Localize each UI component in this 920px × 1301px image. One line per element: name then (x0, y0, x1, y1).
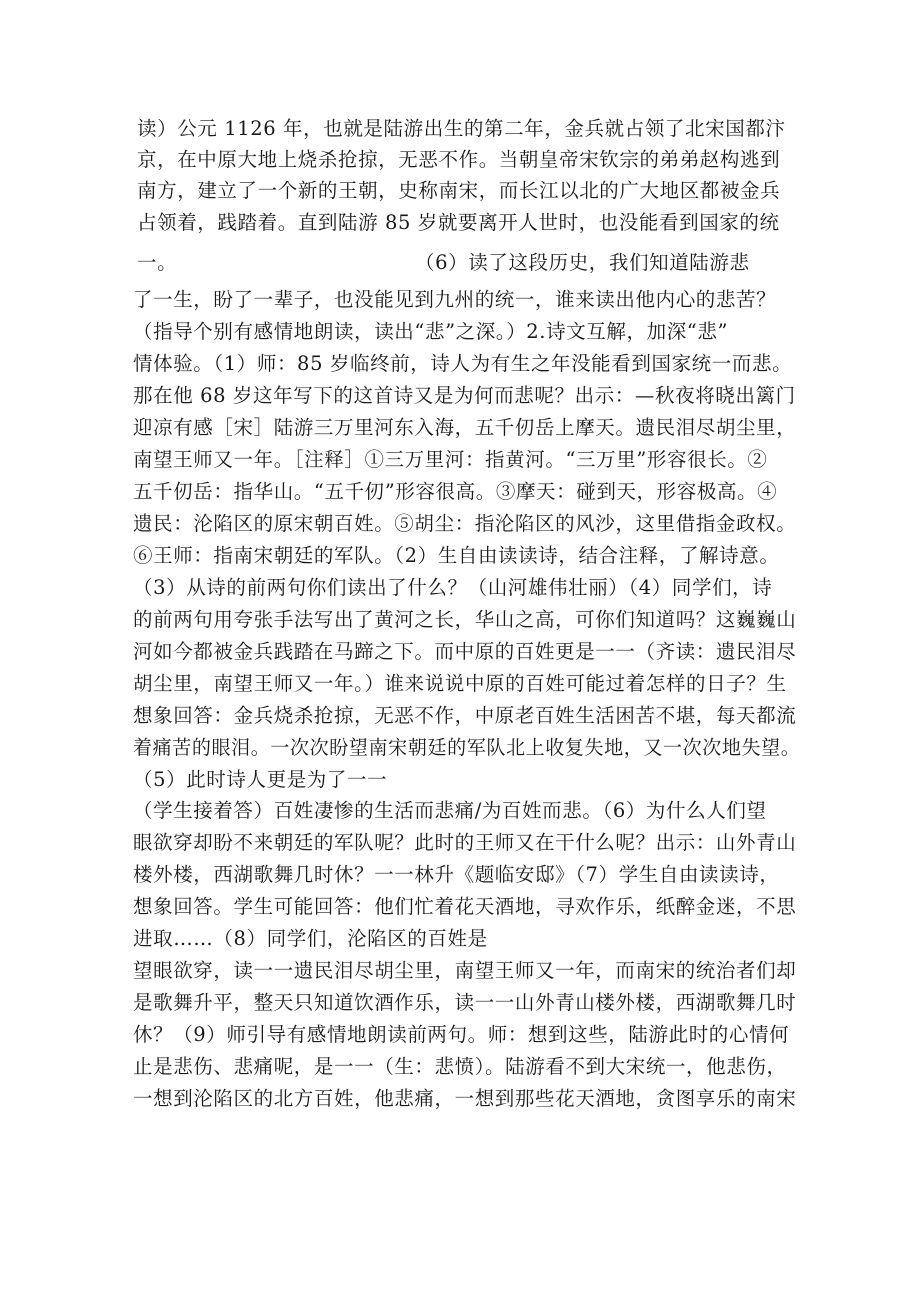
text-line: 是歌舞升平，整天只知道饮酒作乐，读一一山外青山楼外楼，西湖歌舞几时 (133, 991, 797, 1014)
text-line: 止是悲伤、悲痛呢，是一一（生：悲愤）。陆游看不到大宋统一，他悲伤， (133, 1055, 787, 1078)
text-line: 南望王师又一年。［注释］①三万里河：指黄河。“三万里”形容很长。② (133, 448, 768, 471)
text-line: 望眼欲穿，读一一遗民泪尽胡尘里，南望王师又一年，而南宋的统治者们却 (133, 959, 797, 982)
text-line: 读）公元 1126 年，也就是陆游出生的第二年，金兵就占领了北宋国都汴 (137, 117, 786, 140)
text-line: ⑥王师：指南宋朝廷的军队。（2）生自由读读诗，结合注释，了解诗意。 (133, 544, 780, 567)
text-line: 那在他 68 岁这年写下的这首诗又是为何而悲呢？出示：—秋夜将晓出篱门 (133, 384, 796, 407)
text-line: 想象回答：金兵烧杀抢掠，无恶不作，中原老百姓生活困苦不堪，每天都流 (133, 704, 797, 727)
text-line: （指导个别有感情地朗读，读出“悲”之深。）2.诗文互解，加深“悲” (133, 320, 729, 343)
text-line: 一想到沦陷区的北方百姓，他悲痛，一想到那些花天酒地，贪图享乐的南宋 (133, 1087, 797, 1110)
text-line: 迎凉有感［宋］陆游三万里河东入海，五千仞岳上摩天。遗民泪尽胡尘里， (133, 416, 797, 439)
text-line: 着痛苦的眼泪。一次次盼望南宋朝廷的军队北上收复失地，又一次次地失望。 (133, 736, 801, 759)
text-line: 的前两句用夸张手法写出了黄河之长，华山之高，可你们知道吗？这巍巍山 (133, 608, 797, 631)
text-line: 南方，建立了一个新的王朝，史称南宋，而长江以北的广大地区都被金兵 (137, 179, 781, 202)
text-line: 进取……（8）同学们，沦陷区的百姓是 (133, 927, 488, 950)
text-line: 一。 (137, 251, 178, 274)
text-line: （5）此时诗人更是为了一一 (133, 768, 388, 791)
text-line: 想象回答。学生可能回答：他们忙着花天酒地，寻欢作乐，纸醉金迷，不思 (133, 895, 797, 918)
text-line: 遗民：沦陷区的原宋朝百姓。⑤胡尘：指沦陷区的风沙，这里借指金政权。 (133, 512, 797, 535)
text-line: 休？（9）师引导有感情地朗读前两句。师：想到这些，陆游此时的心情何 (133, 1023, 790, 1046)
text-line: 了一生，盼了一辈子，也没能见到九州的统一，谁来读出他内心的悲苦？ (133, 288, 777, 311)
text-line: 胡尘里，南望王师又一年。）谁来说说中原的百姓可能过着怎样的日子？生 (133, 672, 787, 695)
text-line: 河如今都被金兵践踏在马蹄之下。而中原的百姓更是一一（齐读：遗民泪尽 (133, 640, 797, 663)
text-line: 京，在中原大地上烧杀抢掠，无恶不作。当朝皇帝宋钦宗的弟弟赵构逃到 (137, 148, 781, 171)
text-line: 楼外楼，西湖歌舞几时休？一一林升《题临安邸》（7）学生自由读读诗， (133, 863, 780, 886)
text-line: （6）读了这段历史，我们知道陆游悲 (415, 251, 750, 274)
text-line: 五千仞岳：指华山。“五千仞”形容很高。③摩天：碰到天，形容极高。④ (133, 480, 778, 503)
text-line: （学生接着答）百姓凄惨的生活而悲痛/为百姓而悲。（6）为什么人们望 (133, 799, 767, 822)
text-line: （3）从诗的前两句你们读出了什么？（山河雄伟壮丽）（4）同学们，诗 (133, 576, 773, 599)
text-line: 情体验。（1）师：85 岁临终前，诗人为有生之年没能看到国家统一而悲。 (133, 352, 793, 375)
text-line: 眼欲穿却盼不来朝廷的军队呢？此时的王师又在干什么呢？出示：山外青山 (133, 831, 797, 854)
text-line: 占领着，践踏着。直到陆游 85 岁就要离开人世时，也没能看到国家的统 (137, 211, 780, 234)
